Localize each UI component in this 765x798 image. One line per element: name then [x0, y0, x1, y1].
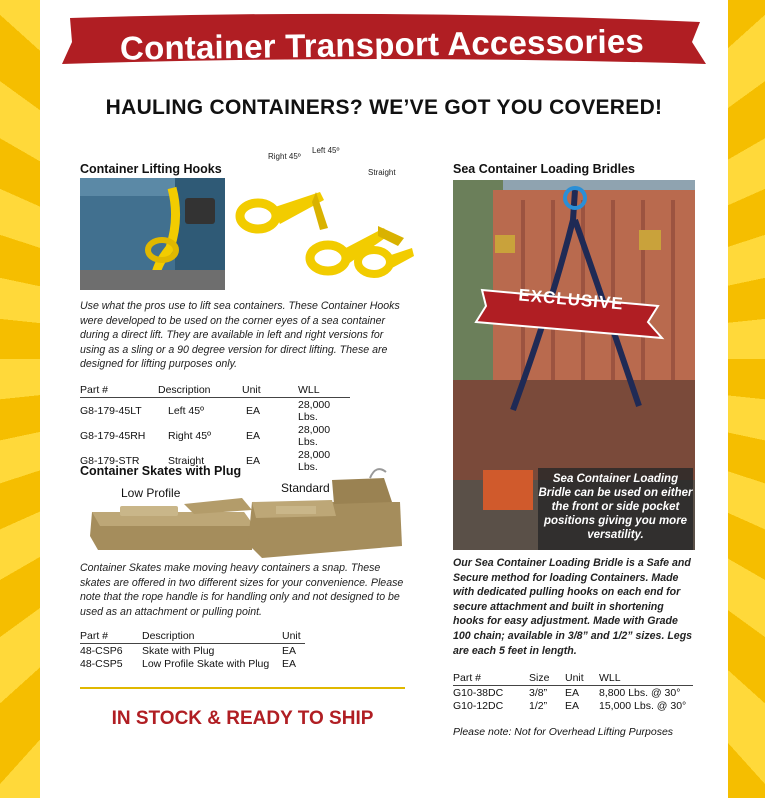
table-row: [453, 686, 693, 700]
part-number: 48-CSP6: [80, 645, 123, 657]
hooks-table-header: [80, 384, 350, 398]
unit: EA: [565, 700, 580, 712]
unit: EA: [246, 405, 261, 417]
overhead-lifting-note: Please note: Not for Overhead Lifting Purposes: [453, 726, 674, 738]
exclusive-label: EXCLUSIVE: [517, 285, 625, 314]
hooks-col-wll: WLL: [298, 384, 350, 398]
table-row: [453, 699, 693, 712]
wll: 28,000 Lbs.: [298, 449, 331, 473]
size: 1/2”: [529, 700, 548, 712]
hooks-col-unit: Unit: [242, 384, 298, 398]
description: Right 45º: [168, 430, 211, 442]
hook-right-shape: [240, 192, 328, 230]
size: 3/8”: [529, 687, 548, 699]
part-number: G8-179-45RH: [80, 430, 146, 442]
unit: EA: [246, 430, 261, 442]
hooks-section-title: Container Lifting Hooks: [80, 162, 222, 176]
wll: 15,000 Lbs. @ 30°: [599, 700, 687, 712]
in-stock-callout: IN STOCK & READY TO SHIP: [111, 708, 374, 729]
skates-col-unit: Unit: [282, 630, 305, 644]
skates-table-header: [80, 630, 305, 644]
skates-description: Container Skates make moving heavy containers a snap. These skates are offered in two different sizes for your convenience. Please note that the rope handle is for handling only and not designed to be used as an attachment or pulling point.: [80, 562, 404, 618]
hook-label-left: Left 45º: [312, 146, 340, 155]
part-number: G10-38DC: [453, 687, 504, 699]
container-hook-photo: [80, 178, 225, 290]
bridles-col-size: Size: [529, 672, 565, 686]
skate-label-standard: Standard: [281, 481, 330, 495]
bridles-col-wll: WLL: [599, 672, 693, 686]
low-profile-skate-shape: [90, 498, 254, 550]
standard-skate-shape: [248, 469, 402, 558]
hooks-spec-table: [80, 384, 350, 473]
unit: EA: [282, 658, 297, 670]
container-skates-image: [84, 462, 404, 562]
banner-title: Container Transport Accessories: [119, 22, 645, 67]
description: Skate with Plug: [142, 645, 215, 657]
page-subheading: HAULING CONTAINERS? WE’VE GOT YOU COVERED!: [105, 96, 663, 119]
hooks-col-part: Part #: [80, 384, 158, 398]
hook-variants-image: [228, 178, 418, 290]
skates-col-description: Description: [142, 630, 282, 644]
skates-col-part: Part #: [80, 630, 142, 644]
bridles-spec-table: [453, 672, 693, 712]
unit: EA: [565, 687, 580, 699]
divider: [80, 687, 405, 689]
wll: 28,000 Lbs.: [298, 399, 331, 423]
skates-section-title: Container Skates with Plug: [80, 464, 242, 478]
part-number: G10-12DC: [453, 700, 504, 712]
bridles-col-unit: Unit: [565, 672, 599, 686]
wll: 8,800 Lbs. @ 30°: [599, 687, 681, 699]
table-row: [80, 657, 305, 670]
part-number: G8-179-STR: [80, 455, 140, 467]
banner: [56, 12, 708, 72]
table-row: [80, 398, 350, 424]
table-row: [80, 644, 305, 658]
hook-label-right: Right 45º: [268, 152, 301, 161]
hook-label-straight: Straight: [368, 168, 396, 177]
bridles-description: Our Sea Container Loading Bridle is a Safe and Secure method for loading Containers. Made with dedicated pulling hooks on each end for secure attachment and built in shortening hooks for easy adjustment. Made with Grade 100 chain; available in 3/8” and 1/2” sizes. Legs are each 5 feet in length.: [453, 557, 693, 657]
bridles-table-header: [453, 672, 693, 686]
skates-spec-table: [80, 630, 305, 670]
bridles-col-part: Part #: [453, 672, 529, 686]
part-number: 48-CSP5: [80, 658, 123, 670]
description: Straight: [168, 455, 205, 467]
part-number: G8-179-45LT: [80, 405, 142, 417]
skate-label-low-profile: Low Profile: [121, 486, 181, 500]
wll: 28,000 Lbs.: [298, 424, 331, 448]
bridles-section-title: Sea Container Loading Bridles: [453, 162, 635, 176]
unit: EA: [282, 645, 297, 657]
hooks-col-description: Description: [158, 384, 242, 398]
description: Left 45º: [168, 405, 204, 417]
description: Low Profile Skate with Plug: [142, 658, 270, 670]
table-row: [80, 423, 350, 448]
unit: EA: [246, 455, 261, 467]
hooks-description: Use what the pros use to lift sea containers. These Container Hooks were developed to be used on the corner eyes of a sea container during a direct lift. They are available in left and right versions for using as a sling or a 90 degree version for direct lifting. These are designed for lifting purposes only.: [80, 300, 400, 371]
bridle-caption: Sea Container Loading Bridle can be used on either the front or side pocket positions giving you more versatility.: [538, 468, 693, 550]
